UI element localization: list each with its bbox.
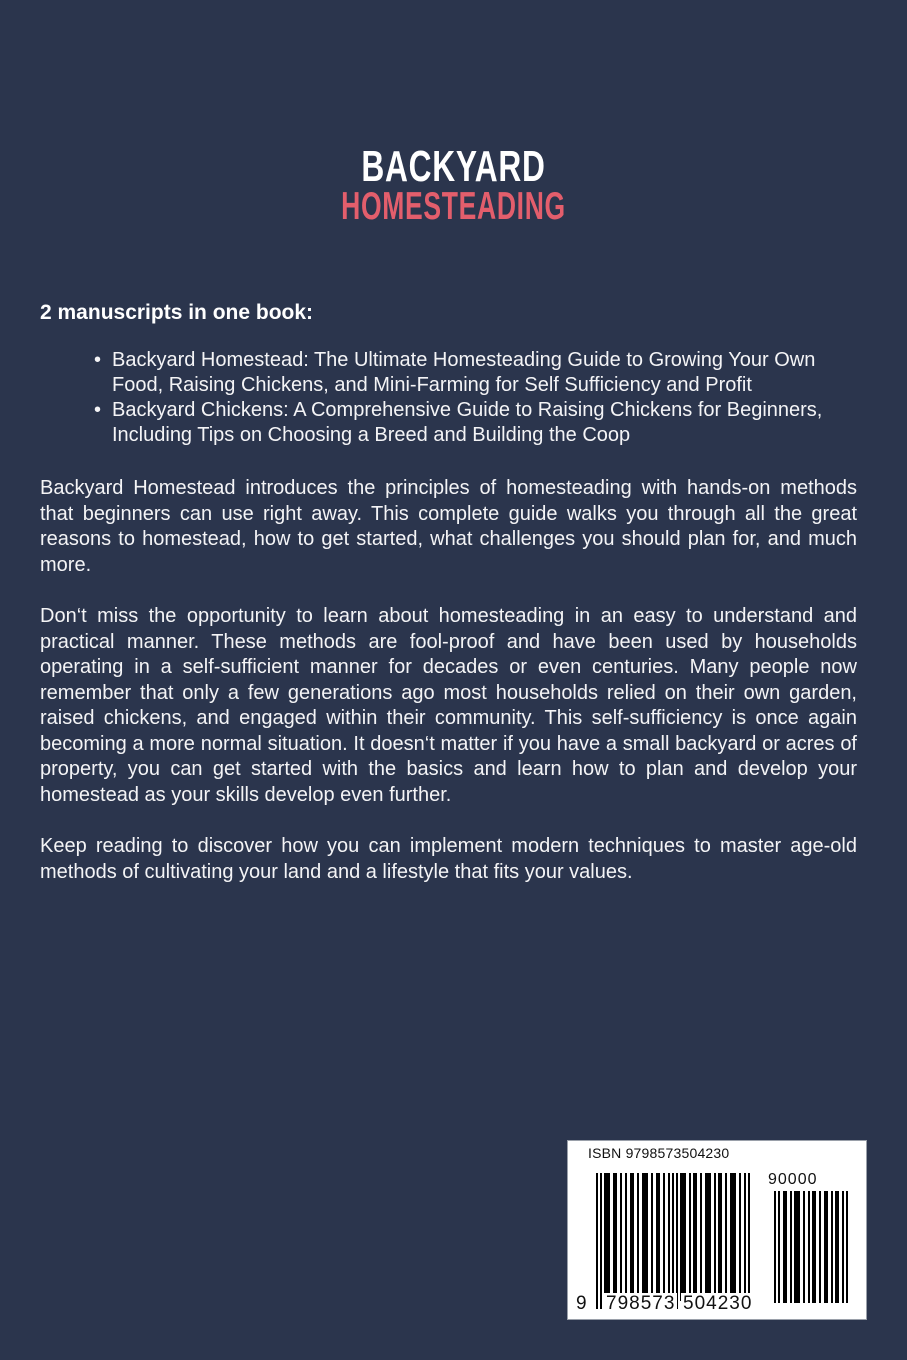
manuscript-title: Backyard Homestead: The Ultimate Homesteading Guide to Growing Your Own Food, Raising Chickens, and Mini-Farming for Self Sufficiency and Profit <box>112 349 816 396</box>
manuscript-item <box>94 348 857 398</box>
barcode-digits-group1: 798573 <box>606 1293 676 1314</box>
barcode-digits-group2: 504230 <box>683 1293 753 1314</box>
bullet-icon: • <box>94 349 102 371</box>
manuscripts-intro: 2 manuscripts in one book: <box>40 301 314 324</box>
barcode-digit-first: 9 <box>576 1293 588 1314</box>
addon-bars-icon <box>774 1191 850 1303</box>
title-homesteading: HOMESTEADING <box>341 185 566 228</box>
manuscript-list <box>40 348 857 448</box>
isbn-label: ISBN 9798573504230 <box>588 1145 730 1161</box>
cover-title <box>0 142 907 228</box>
manuscript-title: Backyard Chickens: A Comprehensive Guide to Raising Chickens for Beginners, Including Tips on Choosing a Breed and Building the Coop <box>112 399 823 446</box>
barcode-bars-icon <box>596 1173 756 1309</box>
isbn-barcode <box>567 1140 867 1320</box>
description-paragraph-1: Backyard Homestead introduces the principles of homesteading with hands-on methods that beginners can use right away. This complete guide walks you through all the great reasons to homestead, how to get started, what challenges you should plan for, and much more. <box>40 477 857 576</box>
title-backyard: BACKYARD <box>361 142 546 191</box>
description-paragraph-3: Keep reading to discover how you can implement modern techniques to master age-old methods of cultivating your land and a lifestyle that fits your values. <box>40 835 857 883</box>
bullet-icon: • <box>94 399 102 421</box>
price-code: 90000 <box>768 1171 818 1188</box>
manuscript-item <box>94 398 857 448</box>
back-cover-blurb <box>40 300 857 911</box>
description-paragraph-2: Don‘t miss the opportunity to learn about homesteading in an easy to understand and practical manner. These methods are fool-proof and have been used by households operating in a self-sufficient manner for decades or even centuries. Many people now remember that only a few generations ago most households relied on their own garden, raised chickens, and engaged within their community. This self-sufficiency is once again becoming a more normal situation. It doesn‘t matter if you have a small backyard or acres of property, you can get started with the basics and learn how to plan and develop your homestead as your skills develop even further. <box>40 605 857 806</box>
